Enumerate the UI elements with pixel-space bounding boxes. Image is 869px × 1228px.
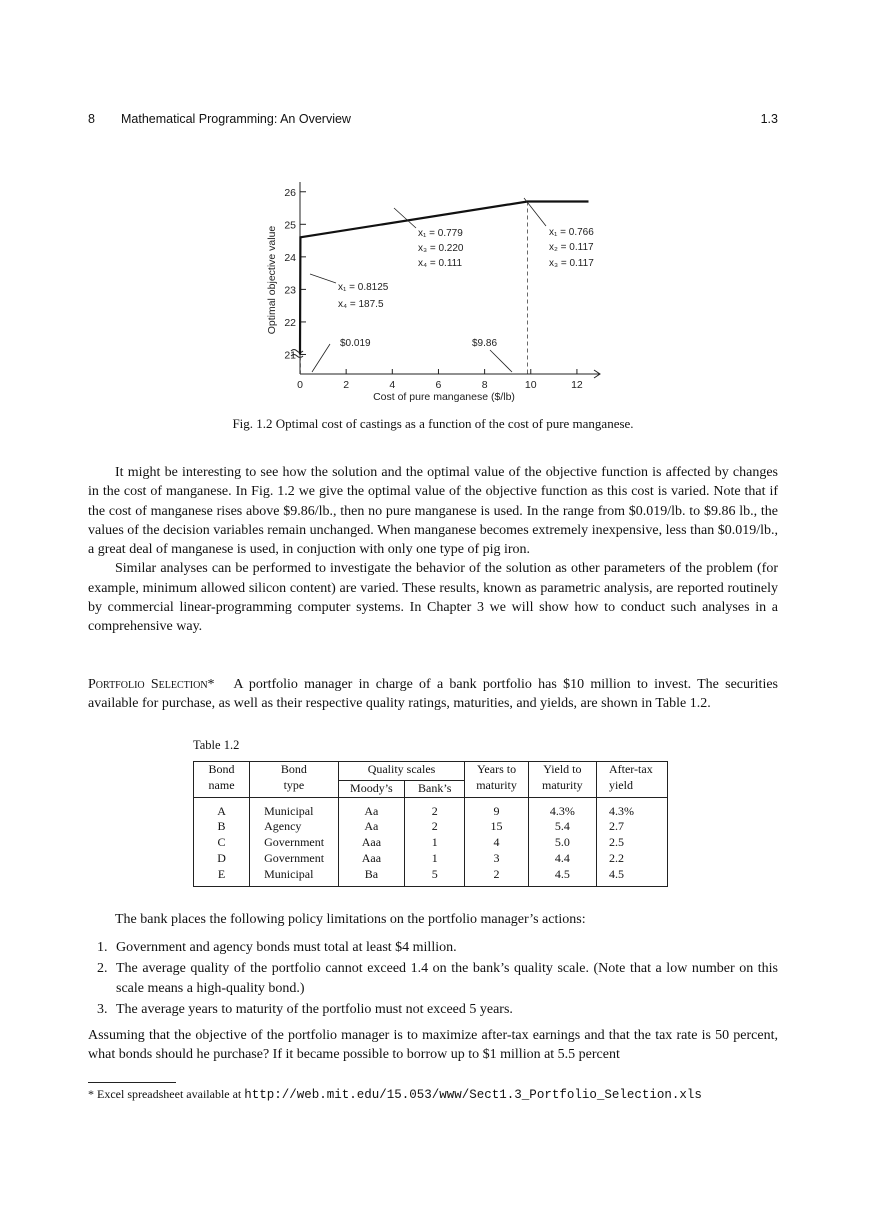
x-tick-label: 0 — [297, 379, 303, 391]
policy-intro — [88, 910, 778, 929]
col-quality-scales: Quality scales — [338, 762, 465, 781]
y-tick-label: 25 — [284, 219, 296, 232]
cell-name: B — [194, 819, 250, 835]
annotation-x4-a: x₄ = 0.111 — [418, 258, 463, 269]
list-text: The average quality of the portfolio cannot exceed 1.4 on the bank’s quality scale. (Note that a low number on this scale means a high-quality bond.) — [116, 961, 778, 996]
cell-after-tax: 2.7 — [596, 819, 667, 835]
page-header — [88, 112, 778, 130]
cell-type: Agency — [250, 819, 339, 835]
cell-yield: 5.4 — [528, 819, 596, 835]
cell-name: C — [194, 835, 250, 851]
cell-yield: 4.5 — [528, 867, 596, 886]
paragraph: The bank places the following policy limitations on the portfolio manager’s actions: — [115, 912, 586, 927]
annotation-x4-c: x₄ = 187.5 — [338, 299, 384, 310]
annotation-price-low: $0.019 — [340, 338, 371, 349]
x-axis-label: Cost of pure manganese ($/lb) — [373, 391, 515, 403]
y-tick-label: 22 — [284, 316, 296, 329]
leader-price-high — [490, 350, 512, 372]
x-tick-label: 8 — [481, 379, 488, 391]
col-banks: Bank’s — [405, 780, 465, 797]
table-row — [194, 797, 668, 819]
leader-price-low — [312, 344, 330, 372]
portfolio-intro — [88, 675, 778, 714]
cell-after-tax: 2.2 — [596, 851, 667, 867]
table-row — [194, 867, 668, 886]
policy-list — [88, 938, 778, 1021]
footnote-rule — [88, 1082, 176, 1083]
x-tick-label: 4 — [389, 379, 396, 391]
cell-type: Municipal — [250, 797, 339, 819]
x-tick-label: 6 — [435, 379, 442, 391]
cell-years: 2 — [465, 867, 528, 886]
annotation-x3-a: x₃ = 0.220 — [418, 243, 464, 254]
x-tick-label: 10 — [524, 379, 537, 391]
annotation-x1-b: x₁ = 0.766 — [549, 227, 594, 238]
col-after-tax: After-tax yield — [596, 762, 667, 798]
cell-years: 4 — [465, 835, 528, 851]
cell-moodys: Ba — [338, 867, 404, 886]
col-yield: Yield to maturity — [528, 762, 596, 798]
col-years: Years to maturity — [465, 762, 528, 798]
cell-after-tax: 2.5 — [596, 835, 667, 851]
cell-yield: 4.3% — [528, 797, 596, 819]
x-tick-label: 2 — [343, 379, 350, 391]
closing-paragraph — [88, 1026, 778, 1065]
table-row — [194, 851, 668, 867]
y-tick-label: 24 — [284, 251, 296, 264]
table-row — [194, 819, 668, 835]
cell-name: E — [194, 867, 250, 886]
running-title: Mathematical Programming: An Overview — [121, 112, 351, 126]
page-number: 8 — [88, 112, 95, 126]
annotation-x1-c: x₁ = 0.8125 — [338, 282, 389, 293]
paragraph: It might be interesting to see how the solution and the optimal value of the objective function is affected by changes in the cost of manganese. In Fig. 1.2 we give the optimal value of the objective function as this cost is varied. Note that if the cost of manganese rises above $9.86/lb., then no pure manganese is used. In the range from $0.019/lb. to $9.86 lb., the values of the decision variables remain unchanged. When manganese becomes extremely inexpensive, less than $0.019/lb., a great deal of manganese is used, in conjuction with only one type of pig iron. — [88, 465, 778, 558]
cell-name: A — [194, 797, 250, 819]
col-moodys: Moody’s — [338, 780, 404, 797]
y-tick-label: 26 — [284, 186, 296, 199]
cell-after-tax: 4.5 — [596, 867, 667, 886]
cell-banks: 2 — [405, 797, 465, 819]
cell-type: Government — [250, 851, 339, 867]
list-number: 1. — [97, 940, 108, 955]
list-text: Government and agency bonds must total at least $4 million. — [116, 940, 457, 955]
spreadsheet-link[interactable]: http://web.mit.edu/15.053/www/Sect1.3_Portfolio_Selection.xls — [244, 1088, 702, 1102]
cell-type: Government — [250, 835, 339, 851]
cell-yield: 4.4 — [528, 851, 596, 867]
list-item — [88, 938, 778, 957]
leader-a — [394, 208, 416, 228]
section-number: 1.3 — [760, 112, 778, 126]
col-bond-type: Bond type — [250, 762, 339, 798]
x-tick-label: 12 — [571, 379, 583, 391]
y-tick-label: 21 — [284, 349, 296, 362]
cell-banks: 2 — [405, 819, 465, 835]
cell-yield: 5.0 — [528, 835, 596, 851]
annotation-x2-b: x₂ = 0.117 — [549, 242, 594, 253]
y-tick-label: 23 — [284, 284, 296, 297]
leader-c — [310, 274, 336, 283]
cell-years: 9 — [465, 797, 528, 819]
cell-after-tax: 4.3% — [596, 797, 667, 819]
list-number: 2. — [97, 961, 108, 977]
footnote — [88, 1087, 702, 1102]
annotation-price-high: $9.86 — [472, 338, 498, 349]
cell-moodys: Aa — [338, 797, 404, 819]
figure-caption: Fig. 1.2 Optimal cost of castings as a function of the cost of pure manganese. — [232, 416, 634, 431]
cell-years: 15 — [465, 819, 528, 835]
annotation-x3-b: x₃ = 0.117 — [549, 258, 594, 269]
cell-moodys: Aa — [338, 819, 404, 835]
list-item — [88, 1000, 778, 1019]
cell-moodys: Aaa — [338, 851, 404, 867]
cell-name: D — [194, 851, 250, 867]
cell-banks: 5 — [405, 867, 465, 886]
cell-type: Municipal — [250, 867, 339, 886]
cell-years: 3 — [465, 851, 528, 867]
section-heading: Portfolio Selection* — [88, 677, 215, 692]
annotation-x1-a: x₁ = 0.779 — [418, 228, 463, 239]
paragraph: A portfolio manager in charge of a bank portfolio has $10 million to invest. The securities available for purchase, as well as their respective quality ratings, maturities, and yields, are shown in Table 1.2. — [88, 677, 778, 712]
cell-moodys: Aaa — [338, 835, 404, 851]
paragraph: Similar analyses can be performed to investigate the behavior of the solution as other parameters of the problem (for example, minimum allowed silicon content) are varied. These results, known as parametric analysis, are reported routinely by commercial linear-programming computer systems. In Chapter 3 we will show how to conduct such analyses in a comprehensive way. — [88, 561, 778, 635]
bond-table — [193, 761, 668, 887]
list-number: 3. — [97, 1001, 108, 1017]
cell-banks: 1 — [405, 851, 465, 867]
cell-banks: 1 — [405, 835, 465, 851]
footnote-text: * Excel spreadsheet available at — [88, 1087, 245, 1101]
paragraph: Assuming that the objective of the portfolio manager is to maximize after-tax earnings and that the tax rate is 50 percent, what bonds should he purchase? If it became possible to borrow up to $1 million at 5.5 percent — [88, 1028, 778, 1063]
manganese-cost-chart — [258, 178, 608, 406]
col-bond-name: Bond name — [194, 762, 250, 798]
table-row — [194, 835, 668, 851]
list-item — [88, 959, 778, 998]
body-text-top — [88, 463, 778, 637]
table-label: Table 1.2 — [193, 738, 240, 752]
y-axis-label: Optimal objective value — [266, 225, 278, 335]
list-text: The average years to maturity of the portfolio must not exceed 5 years. — [116, 1001, 513, 1017]
